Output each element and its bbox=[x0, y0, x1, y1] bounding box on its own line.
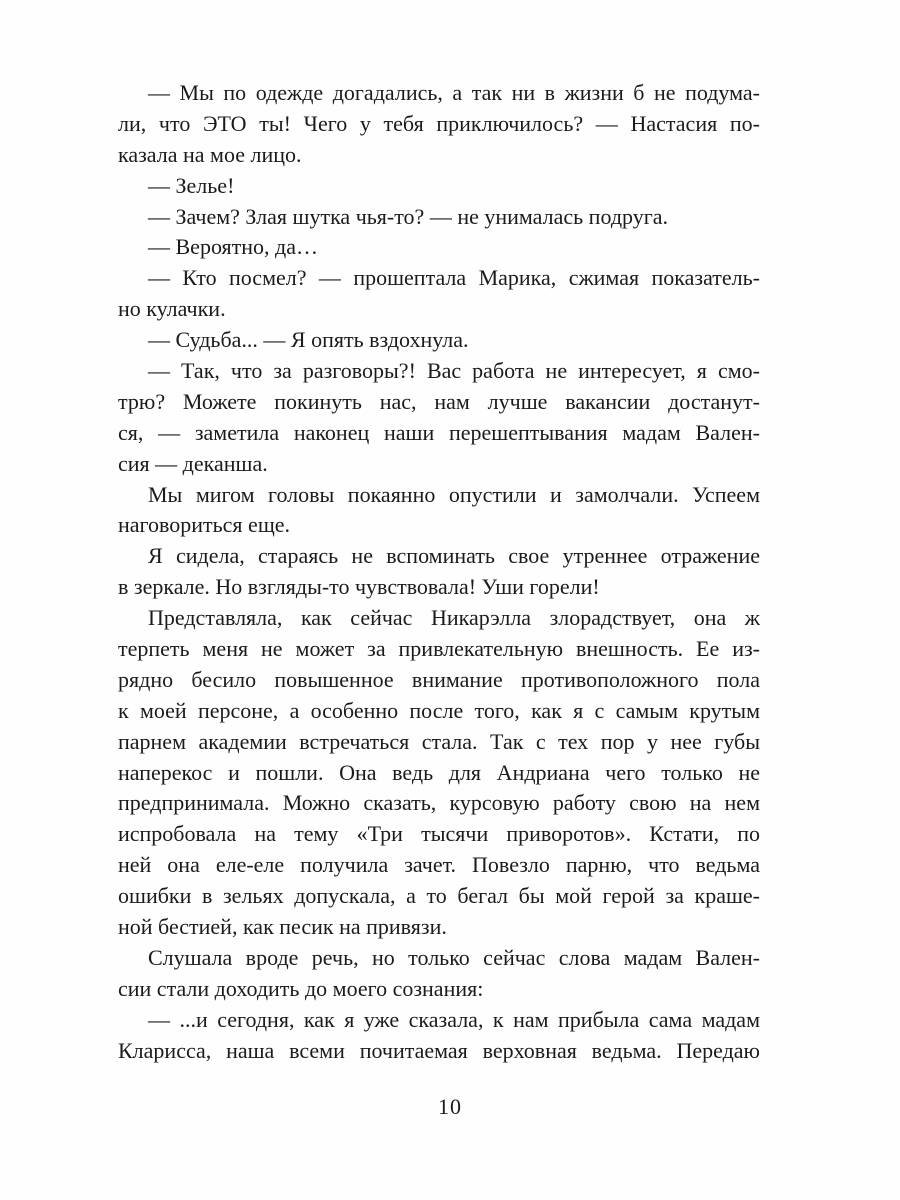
text-line: Мы мигом головы покаянно опустили и замолчали. Успеем bbox=[148, 481, 760, 507]
text-line: — Так, что за разговоры?! Вас работа не интересует, я смо- bbox=[148, 358, 760, 384]
text-line: предпринимала. Можно сказать, курсовую работу свою на нем bbox=[118, 790, 760, 816]
text-line: — Зелье! bbox=[148, 172, 235, 198]
text-line: ной бестией, как песик на привязи. bbox=[118, 914, 447, 940]
text-line: испробовала на тему «Три тысячи приворотов». Кстати, по bbox=[118, 821, 760, 847]
text-line: Слушала вроде речь, но только сейчас слова мадам Вален- bbox=[148, 944, 760, 970]
text-line: в зеркале. Но взгляды-то чувствовала! Уши горели! bbox=[118, 574, 600, 600]
text-line: терпеть меня не может за привлекательную внешность. Ее из- bbox=[118, 636, 760, 662]
page-body-text bbox=[118, 78, 760, 1067]
text-line: Я сидела, стараясь не вспоминать свое утреннее отражение bbox=[148, 543, 760, 569]
text-line: Представляла, как сейчас Никарэлла злорадствует, она ж bbox=[148, 605, 760, 631]
text-line: — Вероятно, да… bbox=[148, 234, 318, 260]
text-line: наговориться еще. bbox=[118, 512, 291, 538]
text-line: ней она еле-еле получила зачет. Повезло парню, что ведьма bbox=[118, 852, 760, 878]
page-number: 10 bbox=[438, 1094, 462, 1119]
text-line: рядно бесило повышенное внимание противоположного пола bbox=[118, 666, 760, 692]
text-line: к моей персоне, а особенно после того, как я с самым крутым bbox=[118, 697, 760, 723]
text-line: — Судьба... — Я опять вздохнула. bbox=[148, 327, 469, 353]
text-line: — ...и сегодня, как я уже сказала, к нам прибыла сама мадам bbox=[148, 1006, 760, 1032]
text-line: — Кто посмел? — прошептала Марика, сжимая показатель- bbox=[148, 265, 760, 291]
text-line: сии стали доходить до моего сознания: bbox=[118, 975, 484, 1001]
text-line: ся, — заметила наконец наши перешептывания мадам Вален- bbox=[118, 419, 760, 445]
text-line: ошибки в зельях допускала, а то бегал бы мой герой за краше- bbox=[118, 883, 760, 909]
text-line: трю? Можете покинуть нас, нам лучше вакансии достанут- bbox=[118, 388, 760, 414]
text-line: ли, что ЭТО ты! Чего у тебя приключилось? — Настасия по- bbox=[118, 110, 760, 136]
text-line: сия — деканша. bbox=[118, 450, 268, 476]
text-line: наперекос и пошли. Она ведь для Андриана чего только не bbox=[118, 759, 760, 785]
text-line: парнем академии встречаться стала. Так с тех пор у нее губы bbox=[118, 728, 760, 754]
text-line: но кулачки. bbox=[118, 296, 226, 322]
text-line: казала на мое лицо. bbox=[118, 141, 302, 167]
text-line: — Зачем? Злая шутка чья-то? — не унималась подруга. bbox=[148, 203, 669, 229]
text-line: — Мы по одежде догадались, а так ни в жизни б не подума- bbox=[148, 80, 760, 105]
text-line: Кларисса, наша всеми почитаемая верховная ведьма. Передаю bbox=[118, 1037, 760, 1063]
